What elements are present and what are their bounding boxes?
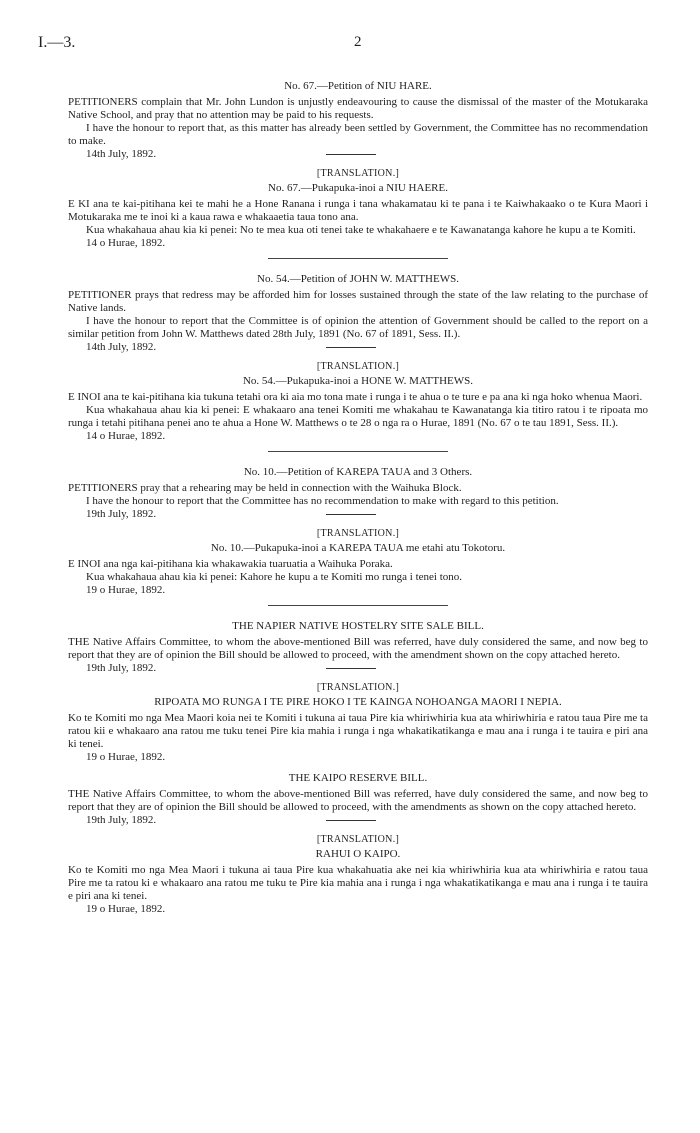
section-divider [268, 258, 448, 259]
translation-label: [TRANSLATION.] [316, 528, 400, 539]
petition-text: PETITIONER prays that redress may be afforded him for losses sustained through the state of the law relating to the purchase of Native lands. [68, 289, 648, 314]
report-text: THE Native Affairs Committee, to whom the above-mentioned Bill was referred, have duly considered the same, and now beg to report that they are of opinion the Bill should be allowed to proceed, with the amendment shown on the copy attached hereto. [68, 636, 648, 661]
section-heading: No. 54.—Petition of JOHN W. MATTHEWS. [257, 273, 459, 285]
petition-text: PETITIONERS pray that a rehearing may be held in connection with the Waihuka Block. [68, 482, 462, 494]
report-date: 19th July, 1892. [86, 662, 648, 675]
report-date: 14th July, 1892. [86, 341, 648, 354]
translation-petition-text: E KI ana te kai-pitihana kei te mahi he a Hone Ranana i runga i tana whakamatau ki te pana i te Kaiwhakaako o te Kura Maori i Motukaraka me te inoi ki a kaua rawa e whakaaetia taua tono ana. [68, 198, 648, 223]
petition-section [68, 273, 648, 452]
translation-report-text: Ko te Komiti mo nga Mea Maori i tukuna ai taua Pire kua whakahuatia ake nei kia whiriwhiria kua ata whiriwhiria e ratou taua Pire me ta ratou ki e whakaaro ana ratou me tuku te Pire kia mahia ana i runga i nga whakatikatikanga e mau ana i runga i te tauira e piri ana ki tenei. [68, 864, 648, 902]
section-divider [268, 605, 448, 606]
short-divider [326, 668, 376, 669]
short-divider [326, 347, 376, 348]
section-heading: No. 10.—Petition of KAREPA TAUA and 3 Others. [243, 466, 473, 478]
report-text: I have the honour to report that the Committee is of opinion the attention of Government should be called to the report on a similar petition from John W. Matthews dated 28th July, 1891 (No. 67 of 1891, Sess. II.). [68, 315, 648, 340]
translation-report-text: Kua whakahaua ahau kia ki penei: Kahore he kupu a te Komiti mo runga i tenei tono. [86, 571, 463, 583]
report-date: 19th July, 1892. [86, 508, 648, 521]
short-divider [326, 820, 376, 821]
translation-petition-text: E INOI ana te kai-pitihana kia tukuna tetahi ora ki aia mo tona mate i runga i te ahua o te ture e pa ana ki nga hoko whenua Maori. [68, 391, 643, 403]
translation-label: [TRANSLATION.] [316, 834, 400, 845]
translation-heading: RIPOATA MO RUNGA I TE PIRE HOKO I TE KAINGA NOHOANGA MAORI I NEPIA. [154, 696, 562, 708]
translation-label: [TRANSLATION.] [316, 682, 400, 693]
short-divider [326, 154, 376, 155]
page-number: 2 [354, 34, 362, 50]
report-text: I have the honour to report that the Committee has no recommendation to make with regard to this petition. [86, 495, 559, 507]
translation-date: 19 o Hurae, 1892. [86, 903, 166, 915]
page-id: I.—3. [38, 34, 76, 51]
translation-report-text: Kua whakahaua ahau kia ki penei: E whakaaro ana tenei Komiti me whakahau te Kawanatanga kia titiro ratou i te ripoata mo runga i tetahi pitihana penei ano te ahua a Hone W. Matthews o te 28 o nga ra o Hurae, 1891 (No. 67 o te tau 1891, Sess. II.). [68, 404, 648, 429]
report-date: 14th July, 1892. [86, 148, 648, 161]
translation-report-text: Ko te Komiti mo nga Mea Maori koia nei te Komiti i tukuna ai taua Pire kia whiriwhiria kua ata whiriwhiria e ratou taua Pire me ta ratou kii e whakaaro ana ratou me tuku tenei Pire kia mahia i runga i nga whakatikatikanga e mau ana i runga i te tauira e piri ana ki tenei. [68, 712, 648, 750]
translation-date: 19 o Hurae, 1892. [86, 584, 166, 596]
translation-date: 19 o Hurae, 1892. [86, 751, 166, 763]
translation-date: 14 o Hurae, 1892. [86, 237, 166, 249]
report-text: I have the honour to report that, as this matter has already been settled by Government, the Committee has no recommendation to make. [68, 122, 648, 147]
petition-section [68, 466, 648, 606]
bill-section [68, 772, 648, 916]
section-heading: THE NAPIER NATIVE HOSTELRY SITE SALE BILL. [232, 620, 484, 632]
section-heading: No. 67.—Petition of NIU HARE. [284, 80, 432, 92]
report-text: THE Native Affairs Committee, to whom the above-mentioned Bill was referred, have duly considered the same, and now beg to report that they are of opinion the Bill should be allowed to proceed, with the amendments as shown on the copy attached hereto. [68, 788, 648, 813]
translation-label: [TRANSLATION.] [316, 361, 400, 372]
translation-label: [TRANSLATION.] [316, 168, 400, 179]
translation-heading: No. 67.—Pukapuka-inoi a NIU HAERE. [268, 182, 448, 194]
translation-report-text: Kua whakahaua ahau kia ki penei: No te mea kua oti tenei take te whakahaere e te Kawanatanga kahore he kupu a te Komiti. [86, 224, 636, 236]
petition-section [68, 80, 648, 259]
page-header [38, 34, 648, 58]
translation-heading: No. 10.—Pukapuka-inoi a KAREPA TAUA me etahi atu Tokotoru. [210, 542, 506, 554]
short-divider [326, 514, 376, 515]
translation-heading: No. 54.—Pukapuka-inoi a HONE W. MATTHEWS. [242, 375, 474, 387]
section-divider [268, 451, 448, 452]
section-heading: THE KAIPO RESERVE BILL. [288, 772, 428, 784]
translation-petition-text: E INOI ana nga kai-pitihana kia whakawakia tuaruatia a Waihuka Poraka. [68, 558, 393, 570]
petition-text: PETITIONERS complain that Mr. John Lundon is unjustly endeavouring to cause the dismissal of the master of the Motukaraka Native School, and pray that no attention may be paid to his requests. [68, 96, 648, 121]
bill-section [68, 620, 648, 772]
translation-date: 14 o Hurae, 1892. [86, 430, 166, 442]
translation-heading: RAHUI O KAIPO. [315, 848, 401, 860]
report-date: 19th July, 1892. [86, 814, 648, 827]
